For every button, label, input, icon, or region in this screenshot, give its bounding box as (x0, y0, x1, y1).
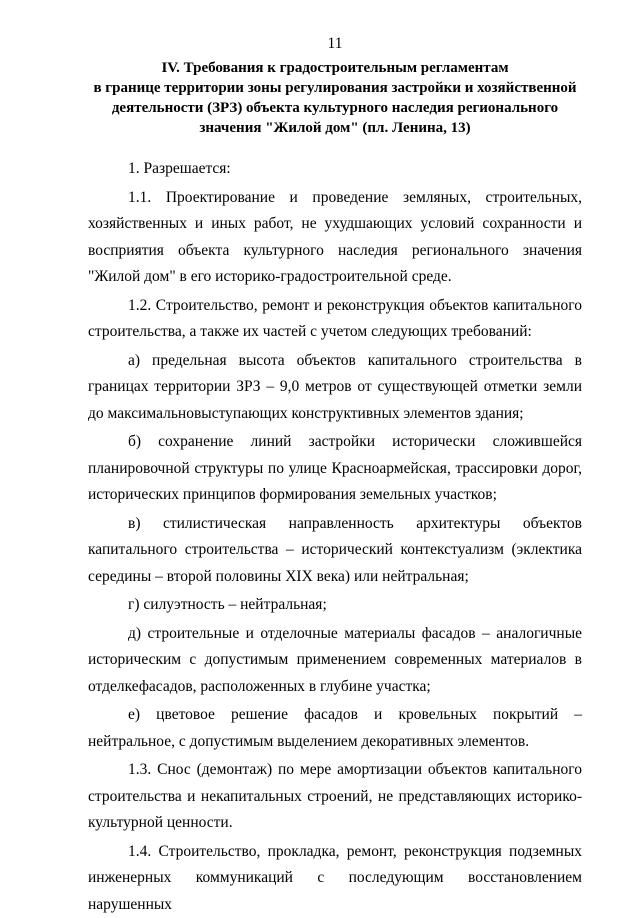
paragraph-item-v: в) стилистическая направленность архитектуры объектов капитального строительства – исторический контекстуализм (эклектика середины – второй половины XIX века) или нейтральная; (88, 511, 582, 591)
paragraph-item-d: д) строительные и отделочные материалы фасадов – аналогичные историческим с допустимым применением современных материалов в отделкефасадов, расположенных в глубине участка; (88, 621, 582, 701)
paragraph-item-e: е) цветовое решение фасадов и кровельных покрытий – нейтральное, с допустимым выделением декоративных элементов. (88, 702, 582, 755)
paragraph-1-3: 1.3. Снос (демонтаж) по мере амортизации объектов капитального строительства и некапитальных строений, не представляющих историко-культурной ценности. (88, 757, 582, 837)
page-number: 11 (88, 34, 582, 54)
heading-line: IV. Требования к градостроительным регламентам (88, 58, 582, 78)
section-heading (88, 58, 582, 138)
paragraph-1-4: 1.4. Строительство, прокладка, ремонт, реконструкция подземных инженерных коммуникаций с последующим восстановлением нарушенных (88, 839, 582, 918)
paragraph-item-a: а) предельная высота объектов капитального строительства в границах территории ЗРЗ – 9,0 метров от существующей отметки земли до максимальновыступающих конструктивных элементов здания; (88, 348, 582, 428)
document-page (88, 34, 582, 918)
paragraph-1: 1. Разрешается: (88, 156, 582, 183)
paragraph-item-b: б) сохранение линий застройки исторически сложившейся планировочной структуры по улице Красноармейская, трассировки дорог, исторических принципов формирования земельных участков; (88, 429, 582, 509)
paragraph-item-g: г) силуэтность – нейтральная; (88, 592, 582, 619)
paragraph-1-2: 1.2. Строительство, ремонт и реконструкция объектов капитального строительства, а также их частей с учетом следующих требований: (88, 293, 582, 346)
paragraph-1-1: 1.1. Проектирование и проведение земляных, строительных, хозяйственных и иных работ, не ухудшающих условий сохранности и восприятия объекта культурного наследия регионального значения "Жилой дом" в его историко-градостроительной среде. (88, 185, 582, 291)
heading-line: деятельности (ЗРЗ) объекта культурного наследия регионального (88, 98, 582, 118)
heading-line: в границе территории зоны регулирования застройки и хозяйственной (88, 78, 582, 98)
heading-line: значения "Жилой дом" (пл. Ленина, 13) (88, 118, 582, 138)
